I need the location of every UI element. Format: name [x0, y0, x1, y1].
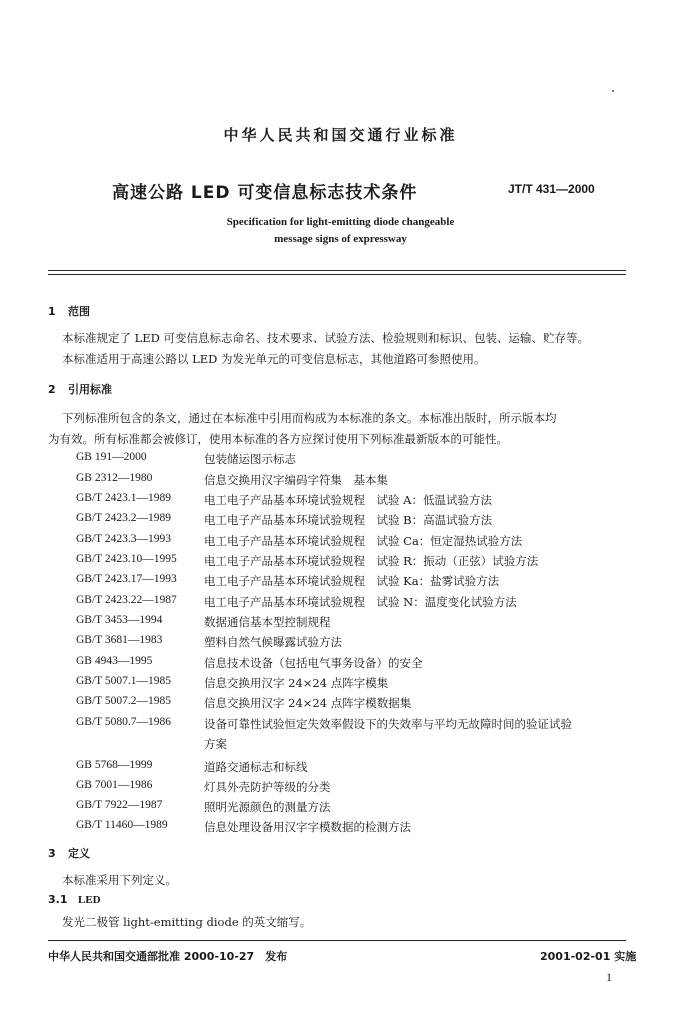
section-1-paragraph-1: 本标准规定了 LED 可变信息标志命名、技术要求、试验方法、检验规则和标识、包装、运输、贮存等。: [62, 331, 590, 345]
ref-code: GB/T 2423.3—1993: [76, 533, 171, 545]
subsection-3-1-paragraph: 发光二极管 light-emitting diode 的英文缩写。: [62, 915, 312, 929]
ref-code: GB/T 3453—1994: [76, 614, 163, 626]
ref-code: GB/T 5080.7—1986: [76, 716, 171, 728]
ref-title: 电工电子产品基本环境试验规程 试验 Ka：盐雾试验方法: [204, 574, 500, 588]
ref-code: GB/T 2423.2—1989: [76, 512, 171, 524]
document-title: 高速公路 LED 可变信息标志技术条件: [112, 183, 418, 203]
header-rule-secondary: [48, 274, 626, 275]
section-3-paragraph: 本标准采用下列定义。: [62, 873, 177, 887]
section-number: 2: [48, 383, 56, 396]
ref-code: GB 4943—1995: [76, 655, 153, 667]
ref-code: GB/T 2423.1—1989: [76, 492, 171, 504]
section-2-heading: [48, 381, 112, 397]
section-2-paragraph-line-1: 下列标准所包含的条文，通过在本标准中引用而构成为本标准的条文。本标准出版时，所示版本均: [62, 411, 557, 425]
ref-title: 信息技术设备（包括电气事务设备）的安全: [204, 656, 423, 670]
ref-code: GB 191—2000: [76, 451, 147, 463]
section-1-heading: [48, 303, 90, 319]
standard-number: JT/T 431—2000: [508, 182, 595, 196]
ref-title: 信息处理设备用汉字字模数据的检测方法: [204, 820, 411, 834]
ref-title: 照明光源颜色的测量方法: [204, 800, 331, 814]
section-1-paragraph-2: 本标准适用于高速公路以 LED 为发光单元的可变信息标志，其他道路可参照使用。: [62, 352, 486, 366]
section-number: 1: [48, 305, 56, 318]
ref-code: GB/T 5007.2—1985: [76, 695, 171, 707]
subsection-3-1-heading: [48, 893, 101, 906]
ref-code: GB/T 11460—1989: [76, 819, 168, 831]
ref-code: GB 2312—1980: [76, 472, 153, 484]
section-title: 引用标准: [68, 383, 112, 396]
ref-code: GB 5768—1999: [76, 759, 153, 771]
section-title: 范围: [68, 305, 90, 318]
ref-title: 道路交通标志和标线: [204, 760, 308, 774]
ref-title: 灯具外壳防护等级的分类: [204, 780, 331, 794]
english-title-line-2: message signs of expressway: [274, 233, 407, 245]
ref-code: GB/T 2423.22—1987: [76, 594, 177, 606]
section-number: 3: [48, 847, 56, 860]
ref-code: GB/T 2423.10—1995: [76, 553, 177, 565]
ref-title: 数据通信基本型控制规程: [204, 615, 331, 629]
ref-title: 塑料自然气候曝露试验方法: [204, 635, 342, 649]
ref-code: GB/T 7922—1987: [76, 799, 163, 811]
header-rule: [48, 270, 626, 271]
ref-code: GB/T 3681—1983: [76, 634, 163, 646]
effective-date: 2001-02-01 实施: [540, 950, 637, 963]
english-title-line-1: Specification for light-emitting diode changeable: [226, 216, 455, 228]
ref-title: 包装储运图示标志: [204, 452, 296, 466]
ref-code: GB 7001—1986: [76, 779, 153, 791]
ref-title: 电工电子产品基本环境试验规程 试验 B：高温试验方法: [204, 513, 493, 527]
ref-title: 设备可靠性试验恒定失效率假设下的失效率与平均无故障时间的验证试验: [204, 717, 572, 731]
ref-title: 信息交换用汉字 24×24 点阵字模集: [204, 676, 389, 690]
page-number: 1: [606, 970, 612, 984]
ref-title: 电工电子产品基本环境试验规程 试验 Ca：恒定湿热试验方法: [204, 534, 523, 548]
ref-title: 电工电子产品基本环境试验规程 试验 N：温度变化试验方法: [204, 595, 517, 609]
ref-code: GB/T 2423.17—1993: [76, 573, 177, 585]
ref-title: 电工电子产品基本环境试验规程 试验 R：振动（正弦）试验方法: [204, 554, 539, 568]
ref-title-continuation: 方案: [204, 737, 227, 751]
approval-issuer: 中华人民共和国交通部批准 2000-10-27 发布: [48, 950, 288, 963]
ref-title: 信息交换用汉字编码字符集 基本集: [204, 473, 388, 487]
section-3-heading: [48, 845, 90, 861]
section-2-paragraph-line-2: 为有效。所有标准都会被修订，使用本标准的各方应探讨使用下列标准最新版本的可能性。: [48, 432, 508, 446]
ref-code: GB/T 5007.1—1985: [76, 675, 171, 687]
ref-title: 信息交换用汉字 24×24 点阵字模数据集: [204, 696, 412, 710]
section-title: 定义: [68, 847, 90, 860]
ref-title: 电工电子产品基本环境试验规程 试验 A：低温试验方法: [204, 493, 492, 507]
subsection-number: 3.1: [48, 893, 68, 906]
footer-rule: [48, 940, 626, 941]
scan-speck: [612, 90, 614, 92]
subsection-title: LED: [78, 894, 101, 906]
industry-standard-heading: 中华人民共和国交通行业标准: [223, 126, 458, 144]
